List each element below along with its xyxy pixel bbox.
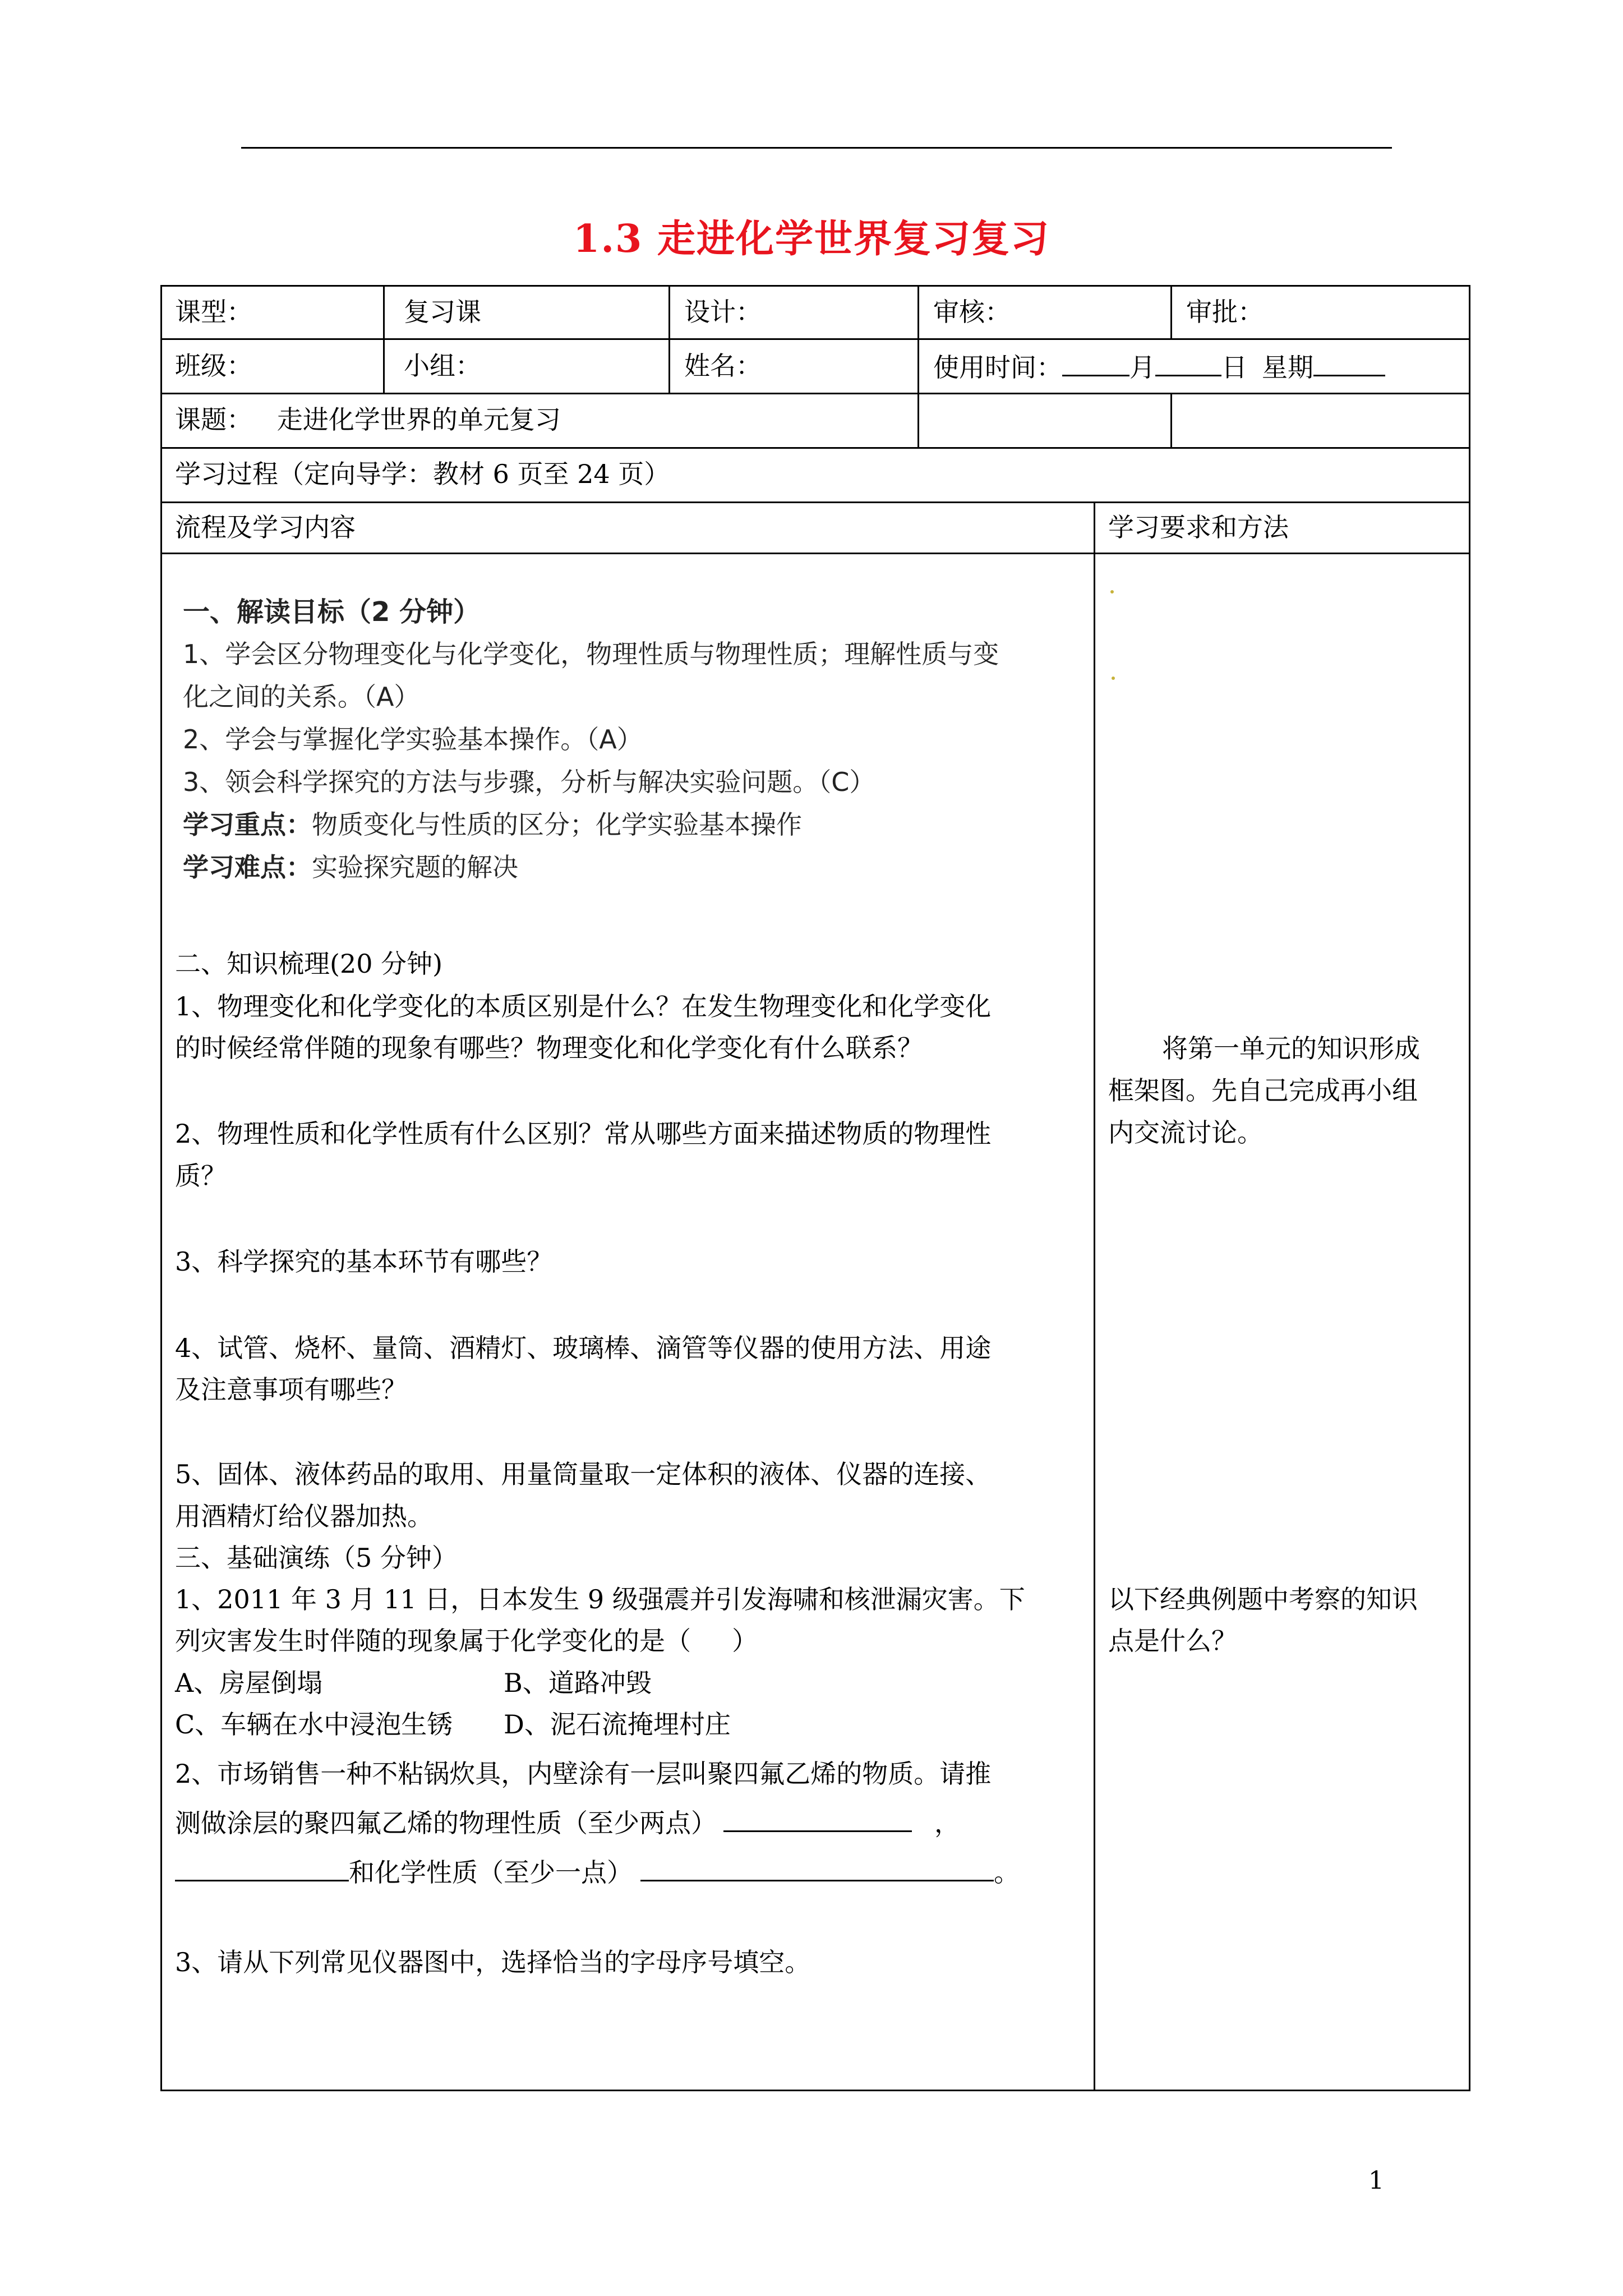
q4-line2: 及注意事项有哪些？ <box>175 1374 407 1405</box>
key-point-label: 学习重点： <box>183 809 312 840</box>
col-header-content: 流程及学习内容 <box>175 512 356 542</box>
goal-1-line1: 1、学会区分物理变化与化学变化，物理性质与物理性质；理解性质与变 <box>183 639 999 669</box>
class-label: 班级： <box>175 351 252 381</box>
note1-line2: 框架图。先自己完成再小组 <box>1108 1075 1418 1106</box>
row-divider <box>160 338 1470 340</box>
exercise1-option-c: C、车辆在水中浸泡生锈 <box>175 1709 453 1740</box>
exercise2-comma: ， <box>934 1808 960 1838</box>
exercise1-line1: 1、2011 年 3 月 11 日，日本发生 9 级强震并引发海啸和核泄漏灾害。下 <box>175 1584 1025 1614</box>
usage-time-label: 使用时间： <box>933 352 1062 383</box>
weekday-label: 星期 <box>1262 352 1313 383</box>
row-divider <box>160 447 1470 449</box>
exercise1-option-a: A、房屋倒塌 <box>175 1668 323 1698</box>
section3-heading: 三、基础演练（5 分钟） <box>175 1543 458 1573</box>
review-label: 审核： <box>933 297 1011 327</box>
exercise2-line2 <box>175 1803 960 1840</box>
col-divider <box>668 285 670 393</box>
difficulty-label: 学习难点： <box>183 852 312 882</box>
exercise1-option-d: D、泥石流掩埋村庄 <box>504 1709 731 1740</box>
q2-line2: 质？ <box>175 1161 227 1191</box>
exercise3: 3、请从下列常见仪器图中，选择恰当的字母序号填空。 <box>175 1947 811 1977</box>
topic-text: 课题： 走进化学世界的单元复习 <box>175 404 561 435</box>
exercise1-line2: 列灾害发生时伴随的现象属于化学变化的是（ ） <box>175 1626 758 1656</box>
exercise2-line3-text: 和化学性质（至少一点） <box>349 1857 633 1888</box>
col-divider <box>1094 501 1095 2091</box>
q4-line1: 4、试管、烧杯、量筒、酒精灯、玻璃棒、滴管等仪器的使用方法、用途 <box>175 1333 992 1363</box>
difficulty-text: 实验探究题的解决 <box>312 852 518 882</box>
q2-line1: 2、物理性质和化学性质有什么区别？常从哪些方面来描述物质的物理性 <box>175 1119 992 1149</box>
approve-label: 审批： <box>1186 297 1264 327</box>
col-divider <box>1170 285 1172 338</box>
course-type-label: 课型： <box>175 297 252 327</box>
row-divider <box>160 393 1470 394</box>
exercise2-end: 。 <box>994 1857 1020 1888</box>
exercise1-option-b: B、道路冲毁 <box>504 1668 652 1698</box>
design-label: 设计： <box>684 297 762 327</box>
physical-property-blank-2 <box>175 1855 349 1881</box>
col-divider <box>917 285 919 447</box>
q1-line1: 1、物理变化和化学变化的本质区别是什么？在发生物理变化和化学变化 <box>175 991 992 1022</box>
day-blank <box>1155 349 1221 376</box>
key-point-text: 物质变化与性质的区分；化学实验基本操作 <box>312 809 802 840</box>
page-number: 1 <box>1368 2166 1384 2195</box>
difficulty-point <box>183 847 518 884</box>
scan-speck <box>1110 590 1114 593</box>
row-divider <box>160 553 1470 554</box>
note1-line1: 将第一单元的知识形成 <box>1162 1033 1420 1064</box>
day-label: 日 <box>1221 352 1247 383</box>
document-title: 1.3 走进化学世界复习复习 <box>573 217 1050 261</box>
q1-line2: 的时候经常伴随的现象有哪些？物理变化和化学变化有什么联系？ <box>175 1033 923 1063</box>
group-label: 小组： <box>404 351 481 381</box>
q5-line1: 5、固体、液体药品的取用、用量筒量取一定体积的液体、仪器的连接、 <box>175 1459 992 1489</box>
exercise2-line2-text: 测做涂层的聚四氟乙烯的物理性质（至少两点） <box>175 1808 717 1838</box>
chemical-property-blank <box>640 1855 994 1881</box>
col-header-method: 学习要求和方法 <box>1108 512 1289 542</box>
col-divider <box>1170 393 1172 447</box>
name-label: 姓名： <box>684 351 762 381</box>
scan-speck <box>1112 677 1115 680</box>
course-type-value: 复习课 <box>404 297 481 327</box>
process-text: 学习过程（定向导学：教材 6 页至 24 页） <box>175 459 670 489</box>
goal-2: 2、学会与掌握化学实验基本操作。（A） <box>183 724 643 754</box>
header-rule <box>241 147 1392 149</box>
col-divider <box>383 285 385 393</box>
physical-property-blank <box>723 1806 912 1832</box>
note2-line2: 点是什么？ <box>1108 1626 1237 1656</box>
month-blank <box>1062 349 1129 376</box>
section1-heading: 一、解读目标（2 分钟） <box>183 596 481 628</box>
section2-heading: 二、知识梳理(20 分钟) <box>175 949 443 979</box>
row-divider <box>160 501 1470 503</box>
exercise2-line3 <box>175 1852 1020 1889</box>
goal-3: 3、领会科学探究的方法与步骤，分析与解决实验问题。（C） <box>183 767 875 797</box>
month-label: 月 <box>1129 352 1155 383</box>
q5-line2: 用酒精灯给仪器加热。 <box>175 1501 433 1531</box>
exercise2-line1: 2、市场销售一种不粘锅炊具，内壁涂有一层叫聚四氟乙烯的物质。请推 <box>175 1759 992 1789</box>
note2-line1: 以下经典例题中考察的知识 <box>1108 1584 1418 1614</box>
note1-line3: 内交流讨论。 <box>1108 1117 1263 1148</box>
weekday-blank <box>1313 349 1385 376</box>
goal-1-line2: 化之间的关系。（A） <box>183 682 420 712</box>
key-point <box>183 804 802 841</box>
usage-time <box>933 349 1385 384</box>
q3: 3、科学探究的基本环节有哪些？ <box>175 1246 553 1277</box>
